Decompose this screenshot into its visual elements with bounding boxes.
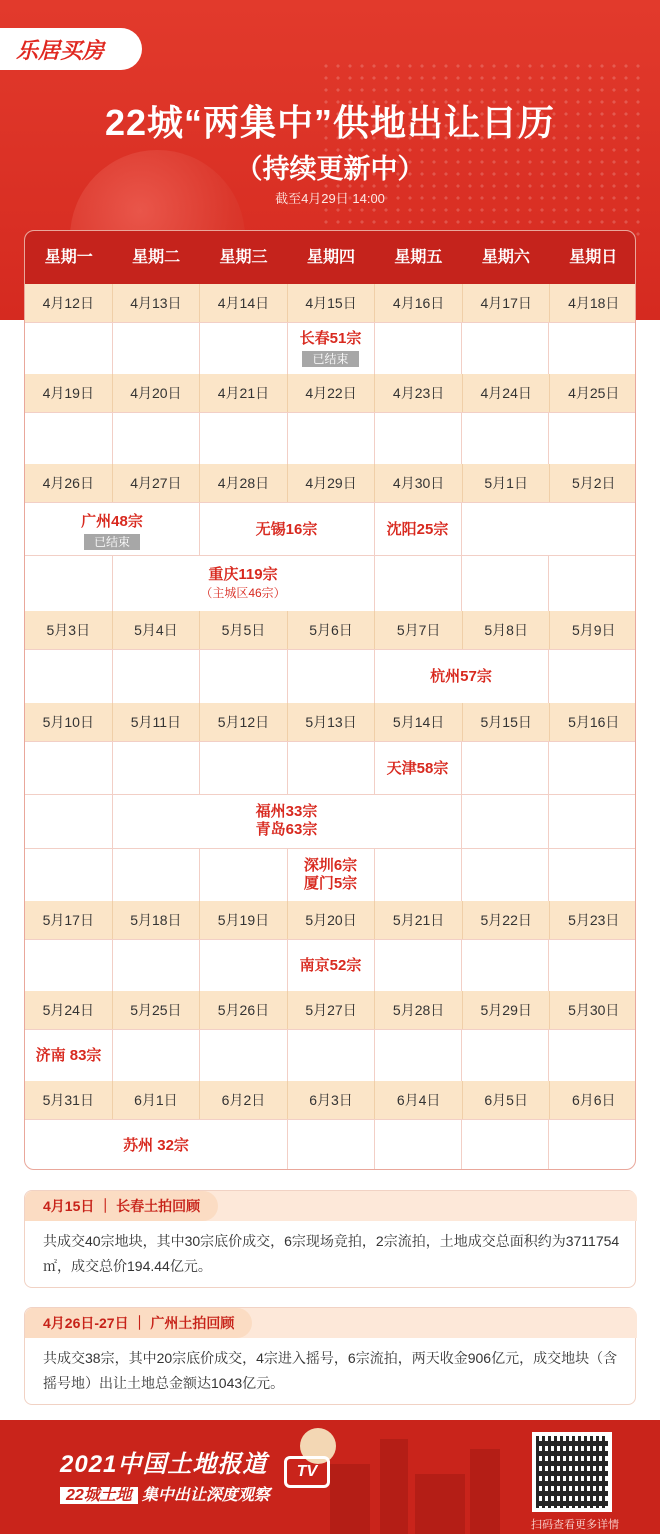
qr-code[interactable] xyxy=(532,1432,612,1512)
event-wuxi[interactable]: 无锡16宗 xyxy=(255,521,318,538)
event-suzhou[interactable]: 苏州 32宗 xyxy=(123,1137,189,1154)
date-cell: 6月6日 xyxy=(571,1092,616,1108)
date-cell: 5月11日 xyxy=(113,703,201,741)
date-cell: 5月4日 xyxy=(113,611,201,649)
date-cell: 5月9日 xyxy=(571,622,616,638)
ended-badge: 已结束 xyxy=(302,351,358,367)
event-row xyxy=(25,939,636,991)
date-cell: 4月25日 xyxy=(568,385,620,401)
date-cell: 6月4日 xyxy=(375,1081,463,1119)
date-cell: 4月15日 xyxy=(288,284,376,322)
event-row xyxy=(25,794,636,848)
date-cell: 5月7日 xyxy=(375,611,463,649)
date-cell: 5月5日 xyxy=(200,611,288,649)
review-tag: 4月26日-27日 ｜ 广州土拍回顾 xyxy=(25,1308,252,1338)
weekday-label: 星期日 xyxy=(569,249,618,266)
date-cell: 5月13日 xyxy=(288,703,376,741)
date-cell: 5月30日 xyxy=(568,1002,620,1018)
date-row xyxy=(25,901,636,939)
weekday-label: 星期一 xyxy=(44,249,93,266)
event-shenzhen-xiamen[interactable] xyxy=(287,857,374,893)
event-label: 厦门5宗 xyxy=(303,875,358,892)
date-cell: 4月27日 xyxy=(113,464,201,502)
date-cell: 5月16日 xyxy=(568,714,620,730)
event-changchun[interactable] xyxy=(287,330,374,368)
review-text: 共成交38宗，其中20宗底价成交，4宗进入摇号，6宗流拍，两天收金906亿元，成交地块（含摇号地）出让土地总金额达1043亿元。 xyxy=(43,1350,618,1391)
footer-badge: 22城土地 xyxy=(60,1487,138,1504)
event-row xyxy=(25,741,636,794)
event-label: 青岛63宗 xyxy=(255,821,318,838)
date-cell: 5月28日 xyxy=(375,991,463,1029)
date-row xyxy=(25,464,636,502)
date-cell: 4月22日 xyxy=(288,374,376,412)
weekday-label: 星期三 xyxy=(219,249,268,266)
event-row xyxy=(25,848,636,901)
date-cell: 6月1日 xyxy=(113,1081,201,1119)
event-hangzhou[interactable]: 杭州57宗 xyxy=(430,668,492,685)
date-cell: 5月3日 xyxy=(25,611,113,649)
date-cell: 4月26日 xyxy=(25,464,113,502)
event-note: （主城区46宗） xyxy=(200,586,286,600)
date-cell: 4月30日 xyxy=(375,464,463,502)
tv-icon: TV xyxy=(284,1456,330,1488)
date-cell: 4月19日 xyxy=(25,374,113,412)
event-label: 广州48宗 xyxy=(81,513,143,530)
event-label: 深圳6宗 xyxy=(303,857,358,874)
weekday-label: 星期二 xyxy=(132,249,181,266)
date-cell: 6月5日 xyxy=(463,1081,551,1119)
date-cell: 5月24日 xyxy=(25,991,113,1029)
date-row xyxy=(25,991,636,1029)
date-cell: 5月8日 xyxy=(463,611,551,649)
date-cell: 5月1日 xyxy=(463,464,551,502)
date-row xyxy=(25,374,636,412)
date-cell: 5月2日 xyxy=(571,475,616,491)
weekday-label: 星期五 xyxy=(394,249,443,266)
date-cell: 5月14日 xyxy=(375,703,463,741)
review-tag: 4月15日 ｜ 长春土拍回顾 xyxy=(25,1191,218,1221)
footer-subtitle xyxy=(60,1482,270,1505)
weekday-header xyxy=(25,231,636,284)
event-label: 长春51宗 xyxy=(299,330,362,347)
date-row xyxy=(25,611,636,649)
event-row xyxy=(25,1029,636,1081)
event-chongqing[interactable] xyxy=(112,566,374,602)
date-cell: 5月26日 xyxy=(200,991,288,1029)
weekday-label: 星期六 xyxy=(481,249,530,266)
date-cell: 6月2日 xyxy=(200,1081,288,1119)
date-cell: 4月12日 xyxy=(25,284,113,322)
event-fuzhou-qingdao[interactable] xyxy=(112,803,461,839)
event-tianjin[interactable]: 天津58宗 xyxy=(386,760,449,777)
event-label: 福州33宗 xyxy=(255,803,318,820)
calendar xyxy=(24,230,636,1170)
date-cell: 4月18日 xyxy=(568,295,620,311)
page-subtitle: （持续更新中） xyxy=(235,154,425,184)
date-cell: 5月21日 xyxy=(375,901,463,939)
event-label: 重庆119宗 xyxy=(208,566,278,583)
date-cell: 5月20日 xyxy=(288,901,376,939)
date-cell: 5月31日 xyxy=(25,1081,113,1119)
date-cell: 5月12日 xyxy=(200,703,288,741)
footer-banner xyxy=(0,1420,660,1534)
date-cell: 5月18日 xyxy=(113,901,201,939)
date-cell: 4月28日 xyxy=(200,464,288,502)
date-cell: 4月21日 xyxy=(200,374,288,412)
date-cell: 4月20日 xyxy=(113,374,201,412)
weekday-label: 星期四 xyxy=(306,249,355,266)
date-cell: 4月14日 xyxy=(200,284,288,322)
footer-title: 2021中国土地报道 xyxy=(60,1451,268,1478)
event-row xyxy=(25,555,636,611)
date-cell: 5月29日 xyxy=(463,991,551,1029)
qr-caption: 扫码查看更多详情 xyxy=(531,1519,619,1531)
as-of-timestamp: 截至4月29日 14:00 xyxy=(275,191,385,206)
event-nanjing[interactable]: 南京52宗 xyxy=(299,957,362,974)
date-row xyxy=(25,703,636,741)
date-cell: 4月17日 xyxy=(463,284,551,322)
review-text: 共成交40宗地块，其中30宗底价成交，6宗现场竞拍，2宗流拍，土地成交总面积约为3711754㎡，成交总价194.44亿元。 xyxy=(43,1233,620,1274)
event-row xyxy=(25,502,636,555)
date-cell: 5月6日 xyxy=(288,611,376,649)
date-cell: 5月22日 xyxy=(463,901,551,939)
review-changchun xyxy=(24,1190,636,1288)
date-cell: 5月15日 xyxy=(463,703,551,741)
event-jinan[interactable]: 济南 83宗 xyxy=(35,1047,102,1064)
date-cell: 4月13日 xyxy=(113,284,201,322)
event-guangzhou[interactable] xyxy=(25,513,199,551)
event-row xyxy=(25,322,636,374)
date-cell: 4月23日 xyxy=(375,374,463,412)
ended-badge: 已结束 xyxy=(84,534,140,550)
event-row xyxy=(25,649,636,703)
review-guangzhou xyxy=(24,1307,636,1405)
page-title: 22城“两集中”供地出让日历 xyxy=(104,102,556,143)
brand-logo[interactable]: 乐居买房 xyxy=(0,28,142,70)
date-cell: 5月25日 xyxy=(113,991,201,1029)
date-cell: 5月27日 xyxy=(288,991,376,1029)
date-cell: 5月17日 xyxy=(25,901,113,939)
date-cell: 4月24日 xyxy=(463,374,551,412)
date-cell: 5月23日 xyxy=(568,912,620,928)
event-shenyang[interactable]: 沈阳25宗 xyxy=(386,521,449,538)
date-row xyxy=(25,284,636,322)
event-row xyxy=(25,412,636,464)
date-row xyxy=(25,1081,636,1119)
date-cell: 4月16日 xyxy=(375,284,463,322)
date-cell: 4月29日 xyxy=(288,464,376,502)
event-row xyxy=(25,1119,636,1170)
date-cell: 5月19日 xyxy=(200,901,288,939)
date-cell: 6月3日 xyxy=(288,1081,376,1119)
date-cell: 5月10日 xyxy=(25,703,113,741)
footer-subtitle-text: 集中出让深度观察 xyxy=(141,1487,270,1504)
